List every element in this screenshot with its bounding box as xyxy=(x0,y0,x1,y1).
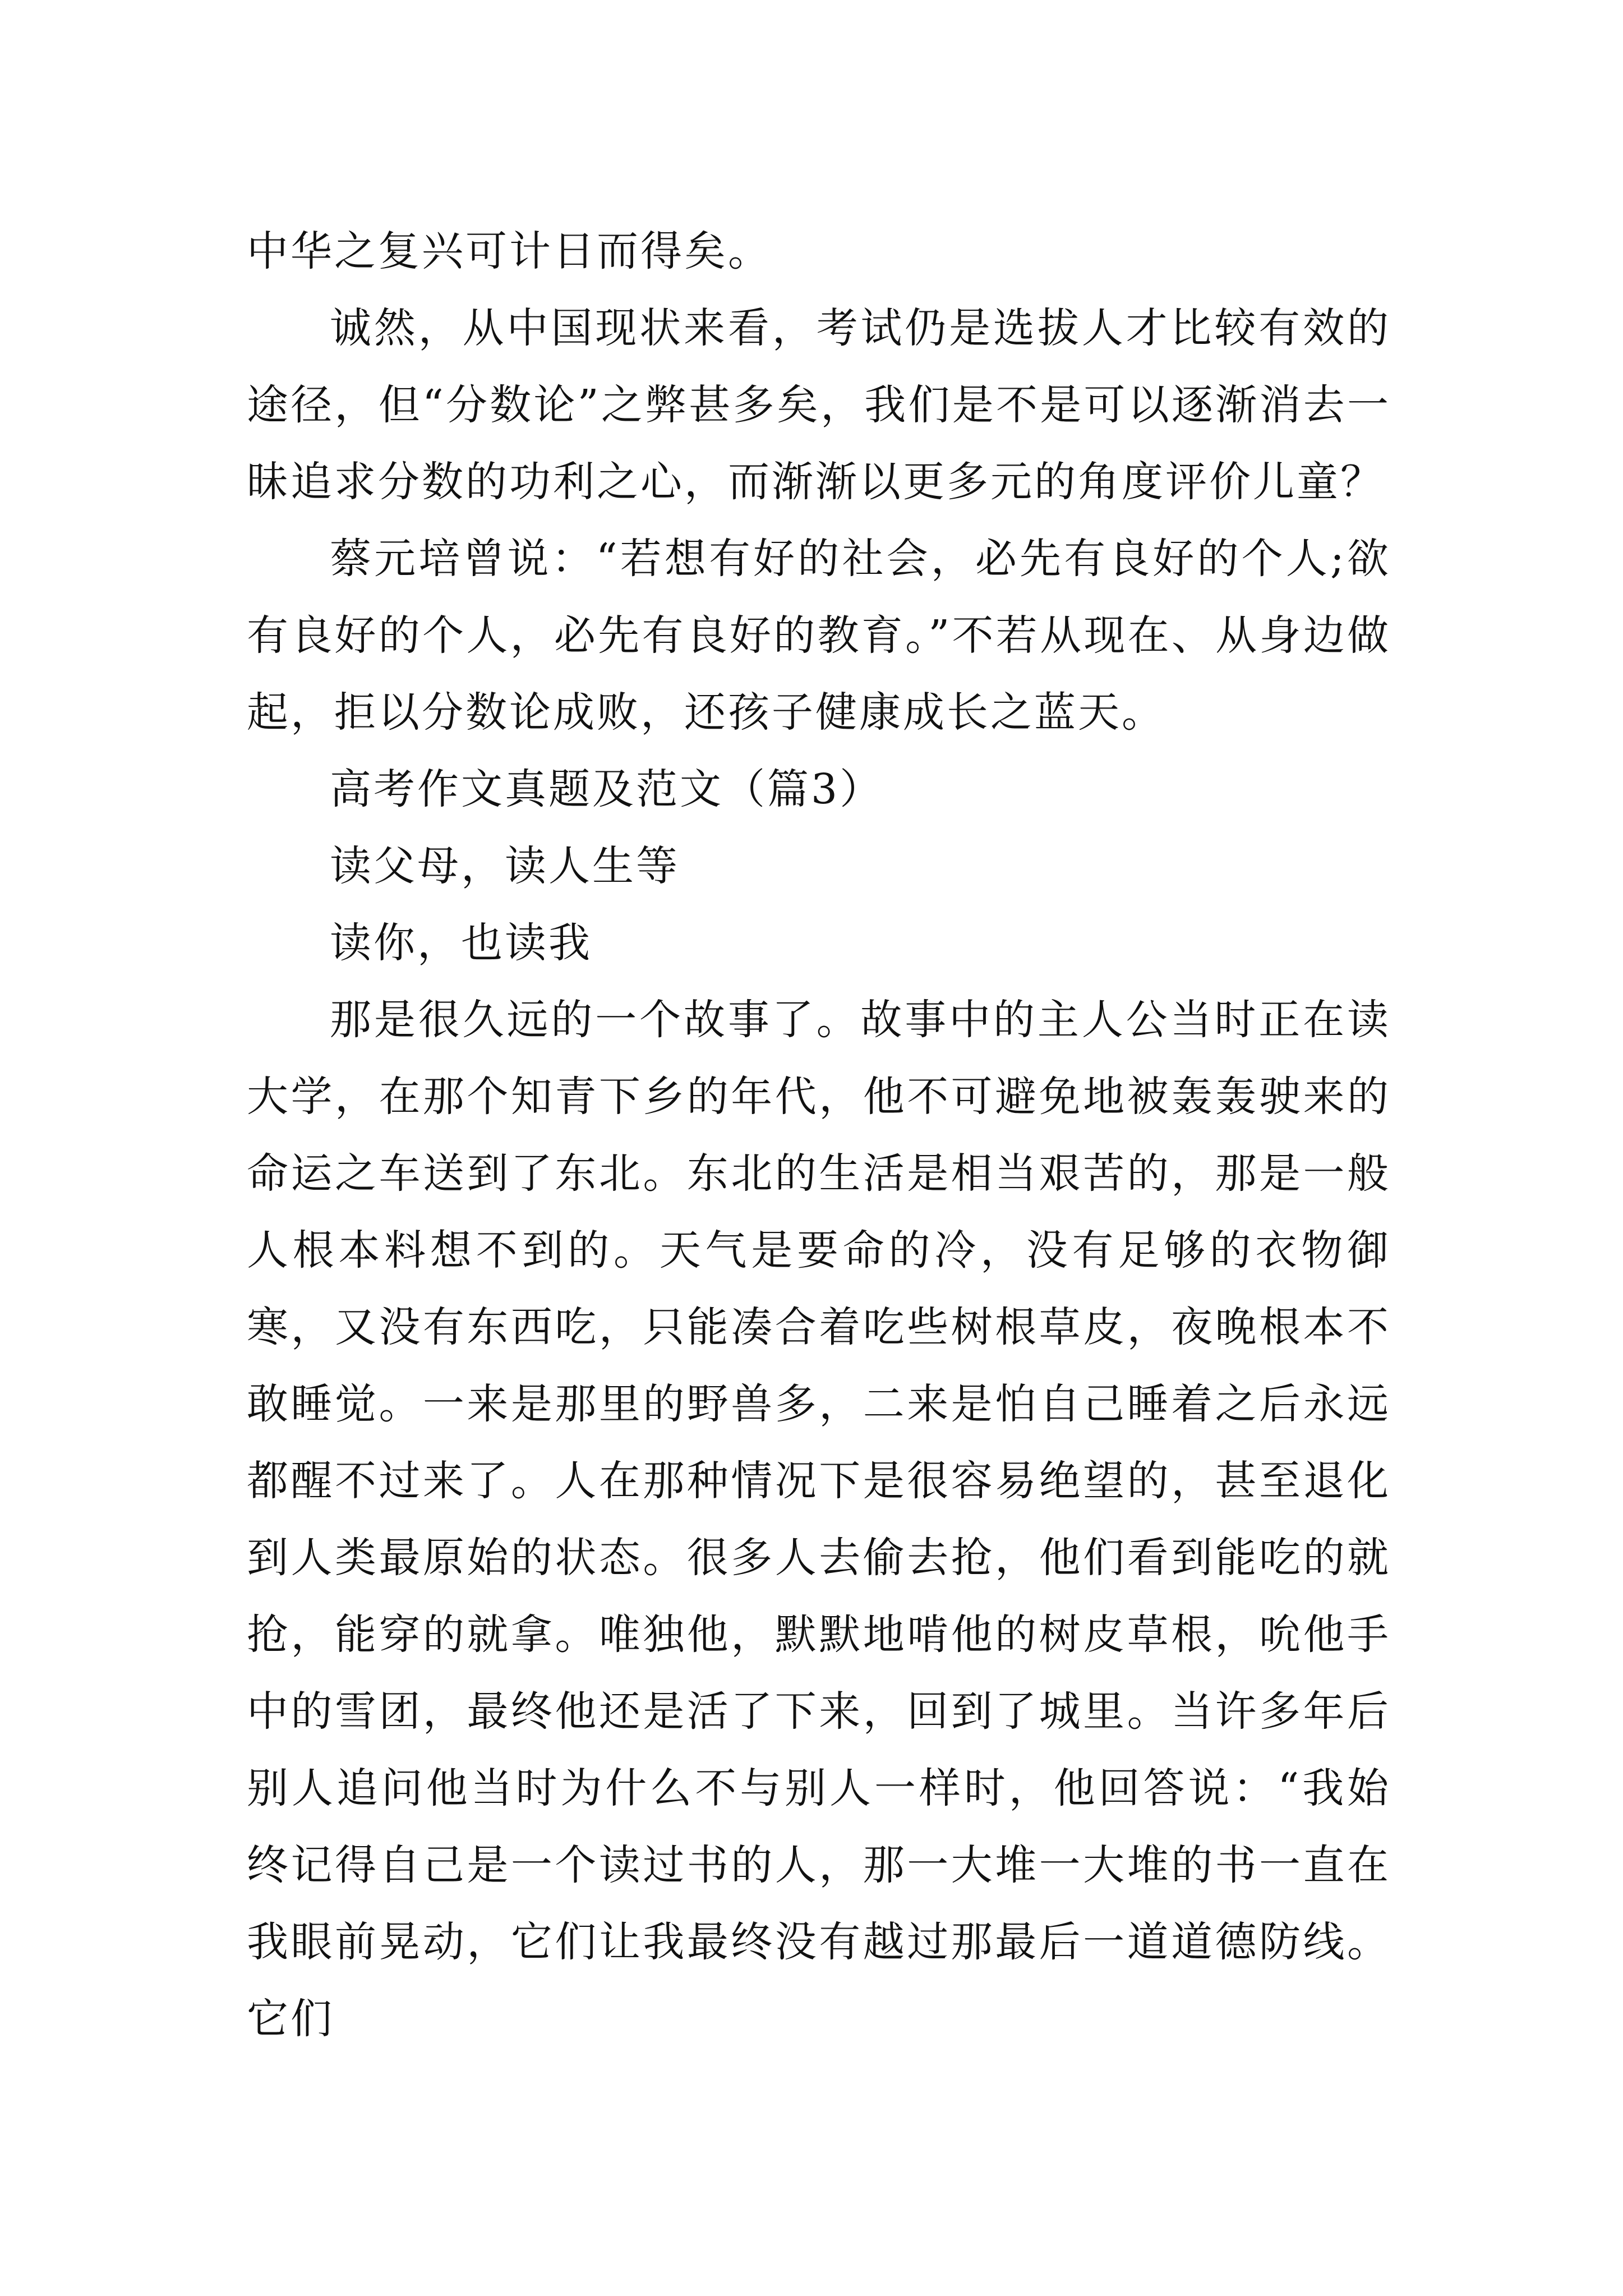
essay-subtitle: 读父母，读人生等 xyxy=(330,842,680,890)
paragraph-1: 中华之复兴可计日而得矣。 xyxy=(247,227,772,275)
document-body xyxy=(247,213,1391,2058)
paragraph-3: 蔡元培曾说：“若想有好的社会，必先有良好的个人;欲有良好的个人，必先有良好的教育。”不若从现在、从身边做起，拒以分数论成败，还孩子健康成长之蓝天。 xyxy=(247,535,1391,737)
paragraph-7: 那是很久远的一个故事了。故事中的主人公当时正在读大学，在那个知青下乡的年代，他不可避免地被轰轰驶来的命运之车送到了东北。东北的生活是相当艰苦的，那是一般人根本料想不到的。天气是要命的冷，没有足够的衣物御寒，又没有东西吃，只能凑合着吃些树根草皮，夜晚根本不敢睡觉。一来是那里的野兽多，二来是怕自己睡着之后永远都醒不过来了。人在那种情况下是很容易绝望的，甚至退化到人类最原始的状态。很多人去偷去抢，他们看到能吃的就抢，能穿的就拿。唯独他，默默地啃他的树皮草根，吮他手中的雪团，最终他还是活了下来，回到了城里。当许多年后别人追问他当时为什么不与别人一样时，他回答说：“我始终记得自己是一个读过书的人，那一大堆一大堆的书一直在我眼前晃动，它们让我最终没有越过那最后一道道德防线。它们 xyxy=(247,996,1391,2043)
paragraph-2: 诚然，从中国现状来看，考试仍是选拔人才比较有效的途径，但“分数论”之弊甚多矣，我们是不是可以逐渐消去一昧追求分数的功利之心，而渐渐以更多元的角度评价儿童？ xyxy=(247,304,1391,506)
essay-title: 读你，也读我 xyxy=(330,919,592,967)
section-heading: 高考作文真题及范文（篇3） xyxy=(330,765,884,813)
